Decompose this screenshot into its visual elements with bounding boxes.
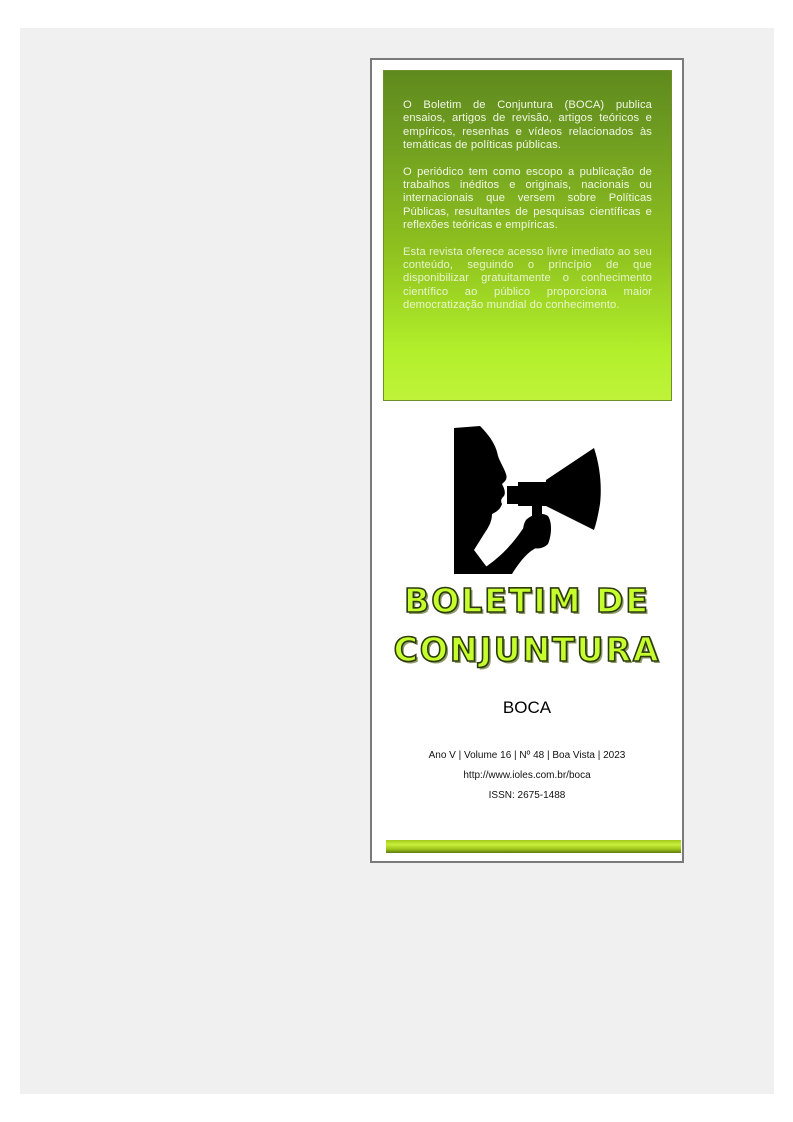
bottom-accent-bar <box>386 840 681 853</box>
description-paragraph-3: Esta revista oferece acesso livre imediato ao seu conteúdo, seguindo o princípio de que disponibilizar gratuitamente o conhecimento científico ao público proporciona maior democratização mundial do conhecimento. <box>403 245 652 312</box>
journal-cover <box>370 58 684 863</box>
journal-title-line-1: BOLETIM DE <box>404 581 650 620</box>
journal-acronym: BOCA <box>502 698 552 717</box>
journal-url: http://www.ioles.com.br/boca <box>463 770 591 781</box>
issue-line: Ano V | Volume 16 | Nº 48 | Boa Vista | 2023 <box>428 750 626 761</box>
description-paragraph-1: O Boletim de Conjuntura (BOCA) publica ensaios, artigos de revisão, artigos teóricos e empíricos, resenhas e vídeos relacionados às temáticas de políticas públicas. <box>403 99 652 152</box>
description-paragraph-2: O periódico tem como escopo a publicação de trabalhos inéditos e originais, nacionais ou internacionais que versem sobre Políticas Públicas, resultantes de pesquisas científicas e reflexões teóricas e empíricas. <box>403 165 652 232</box>
journal-title-line-2: CONJUNTURA <box>393 630 661 669</box>
issn-line: ISSN: 2675-1488 <box>488 790 566 801</box>
description-box <box>383 70 672 401</box>
document-page <box>20 28 774 1094</box>
megaphone-speaker-icon <box>452 426 602 574</box>
